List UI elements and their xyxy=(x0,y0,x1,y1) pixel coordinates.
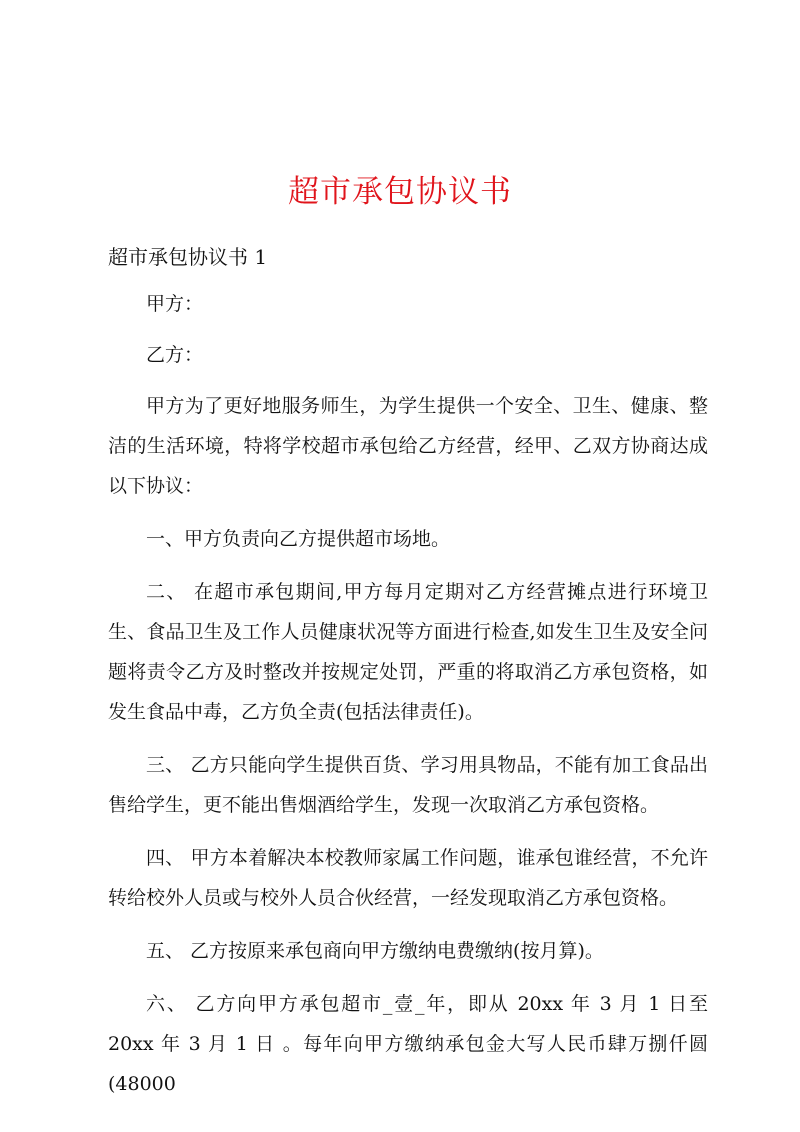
paragraph-clause-4: 四、 甲方本着解决本校教师家属工作问题，谁承包谁经营，不允许转给校外人员或与校外人员合伙经营，一经发现取消乙方承包资格。 xyxy=(108,847,708,909)
paragraph-clause-6: 六、 乙方向甲方承包超市_壹_年，即从 20xx 年 3 月 1 日至 20xx 年 3 月 1 日 。每年向甲方缴纳承包金大写人民币肆万捌仟圆(48000 xyxy=(108,993,708,1095)
paragraph-clause-2: 二、 在超市承包期间,甲方每月定期对乙方经营摊点进行环境卫生、食品卫生及工作人员健康状况等方面进行检查,如发生卫生及安全问题将责令乙方及时整改并按规定处罚，严重的将取消乙方承包资格，如发生食品中毒，乙方负全责(包括法律责任)。 xyxy=(108,581,708,723)
paragraph-clause-5: 五、 乙方按原来承包商向甲方缴纳电费缴纳(按月算)。 xyxy=(146,940,604,962)
paragraph-preamble: 甲方为了更好地服务师生，为学生提供一个安全、卫生、健康、整洁的生活环境，特将学校超市承包给乙方经营，经甲、乙双方协商达成以下协议： xyxy=(108,395,708,497)
paragraph-party-b: 乙方： xyxy=(146,344,204,366)
paragraph-clause-1: 一、甲方负责向乙方提供超市场地。 xyxy=(146,528,451,550)
document-body xyxy=(108,284,708,1117)
paragraph-clause-3: 三、 乙方只能向学生提供百货、学习用具物品，不能有加工食品出售给学生，更不能出售烟酒给学生，发现一次取消乙方承包资格。 xyxy=(108,754,708,816)
document-title: 超市承包协议书 xyxy=(288,174,512,210)
paragraph-party-a: 甲方： xyxy=(146,293,204,315)
section-heading: 超市承包协议书 1 xyxy=(108,245,268,269)
